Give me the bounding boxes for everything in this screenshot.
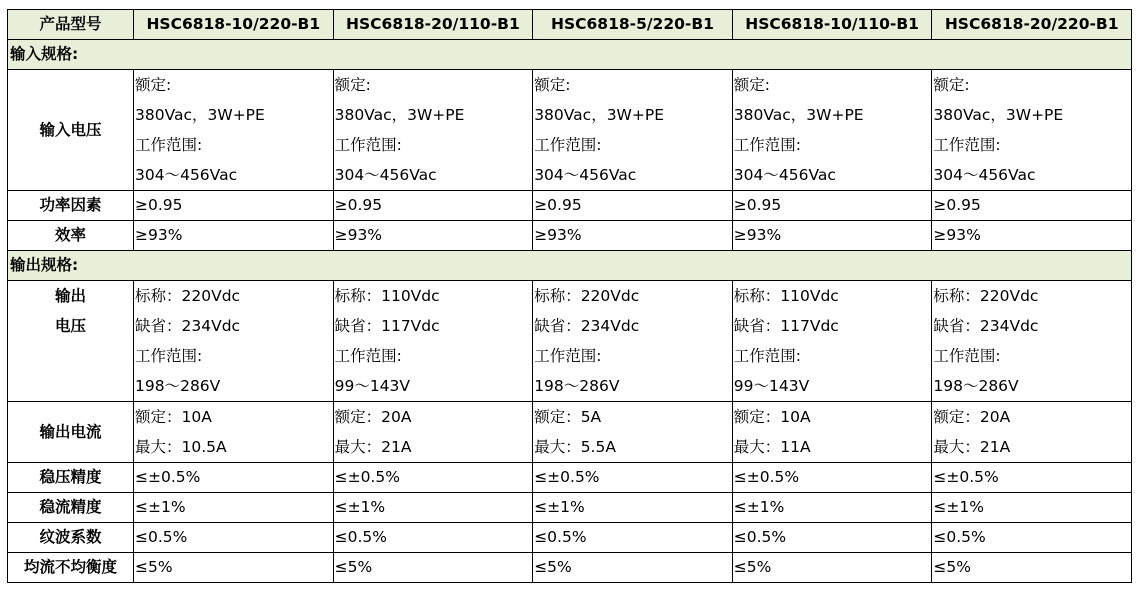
cell-line: 缺省：234Vdc bbox=[933, 317, 1039, 335]
cell-line: 最大：10.5A bbox=[135, 438, 227, 456]
header-label: 产品型号 bbox=[8, 10, 134, 40]
table-cell bbox=[533, 402, 733, 463]
cell-line: 额定: bbox=[933, 76, 970, 94]
cell-line: 工作范围: bbox=[933, 347, 1001, 365]
table-cell: ≤±0.5% bbox=[533, 463, 733, 493]
cell-line: 工作范围: bbox=[135, 347, 203, 365]
row-label-current-regulation: 稳流精度 bbox=[8, 493, 134, 523]
table-cell: ≤5% bbox=[134, 553, 334, 583]
cell-line: 198～286V bbox=[534, 377, 620, 395]
cell-line: 最大：21A bbox=[933, 438, 1011, 456]
model-header: HSC6818-5/220-B1 bbox=[533, 10, 733, 40]
table-cell: ≥0.95 bbox=[134, 191, 334, 221]
spec-table-container bbox=[7, 9, 1132, 583]
row-label-output-current: 输出电流 bbox=[8, 402, 134, 463]
table-row bbox=[8, 553, 1132, 583]
cell-line: 99～143V bbox=[334, 377, 411, 395]
table-cell: ≤±1% bbox=[134, 493, 334, 523]
header-row bbox=[8, 10, 1132, 40]
table-cell: ≤0.5% bbox=[533, 523, 733, 553]
table-cell: ≥93% bbox=[732, 221, 932, 251]
cell-line: 工作范围: bbox=[733, 347, 802, 365]
row-label-ripple: 纹波系数 bbox=[8, 523, 134, 553]
model-header: HSC6818-10/110-B1 bbox=[732, 10, 932, 40]
cell-line: 304～456Vac bbox=[733, 166, 836, 184]
cell-line: 额定：20A bbox=[933, 408, 1011, 426]
cell-line: 工作范围: bbox=[733, 136, 802, 154]
table-cell: ≥93% bbox=[333, 221, 533, 251]
table-cell bbox=[533, 70, 733, 191]
cell-line: 缺省：117Vdc bbox=[733, 317, 839, 335]
table-cell: ≥0.95 bbox=[932, 191, 1132, 221]
table-cell: ≥93% bbox=[134, 221, 334, 251]
row-label-line: 电压 bbox=[54, 317, 86, 335]
table-cell bbox=[333, 281, 533, 402]
cell-line: 99～143V bbox=[733, 377, 810, 395]
cell-line: 304～456Vac bbox=[534, 166, 637, 184]
cell-line: 198～286V bbox=[135, 377, 221, 395]
table-cell bbox=[932, 70, 1132, 191]
table-cell bbox=[134, 402, 334, 463]
table-cell: ≤5% bbox=[732, 553, 932, 583]
table-cell: ≤5% bbox=[333, 553, 533, 583]
cell-line: 缺省：234Vdc bbox=[534, 317, 640, 335]
table-cell: ≤5% bbox=[533, 553, 733, 583]
table-row bbox=[8, 221, 1132, 251]
section-row-input bbox=[8, 40, 1132, 70]
table-cell: ≤±0.5% bbox=[134, 463, 334, 493]
cell-line: 工作范围: bbox=[334, 136, 402, 154]
cell-line: 标称：220Vdc bbox=[534, 287, 640, 305]
cell-line: 额定: bbox=[135, 76, 172, 94]
table-cell: ≤0.5% bbox=[932, 523, 1132, 553]
cell-line: 标称：220Vdc bbox=[933, 287, 1039, 305]
table-cell: ≥0.95 bbox=[732, 191, 932, 221]
model-header: HSC6818-10/220-B1 bbox=[134, 10, 334, 40]
cell-line: 额定: bbox=[534, 76, 571, 94]
table-cell bbox=[732, 281, 932, 402]
table-cell bbox=[134, 70, 334, 191]
cell-line: 缺省：234Vdc bbox=[135, 317, 241, 335]
cell-line: 额定：5A bbox=[534, 408, 602, 426]
table-cell bbox=[732, 402, 932, 463]
table-cell: ≤±1% bbox=[533, 493, 733, 523]
table-cell bbox=[932, 402, 1132, 463]
row-label-power-factor: 功率因素 bbox=[8, 191, 134, 221]
row-label-voltage-regulation: 稳压精度 bbox=[8, 463, 134, 493]
table-cell bbox=[333, 402, 533, 463]
cell-line: 304～456Vac bbox=[933, 166, 1036, 184]
cell-line: 额定：10A bbox=[135, 408, 212, 426]
section-title-output: 输出规格: bbox=[8, 251, 1132, 281]
table-cell: ≤±0.5% bbox=[932, 463, 1132, 493]
table-row bbox=[8, 281, 1132, 402]
table-cell: ≤±1% bbox=[932, 493, 1132, 523]
cell-line: 标称：220Vdc bbox=[135, 287, 241, 305]
cell-line: 380Vac，3W+PE bbox=[135, 106, 265, 124]
cell-line: 工作范围: bbox=[933, 136, 1001, 154]
cell-line: 额定：10A bbox=[733, 408, 811, 426]
cell-line: 工作范围: bbox=[534, 347, 602, 365]
row-label-line: 输出 bbox=[54, 287, 86, 305]
cell-line: 最大：5.5A bbox=[534, 438, 616, 456]
table-cell: ≥0.95 bbox=[333, 191, 533, 221]
table-row bbox=[8, 493, 1132, 523]
table-row bbox=[8, 191, 1132, 221]
table-cell bbox=[533, 281, 733, 402]
cell-line: 缺省：117Vdc bbox=[334, 317, 440, 335]
cell-line: 最大：21A bbox=[334, 438, 412, 456]
cell-line: 额定: bbox=[334, 76, 371, 94]
cell-line: 工作范围: bbox=[534, 136, 602, 154]
cell-line: 工作范围: bbox=[334, 347, 402, 365]
spec-table bbox=[7, 9, 1132, 583]
table-cell: ≤0.5% bbox=[333, 523, 533, 553]
table-cell bbox=[932, 281, 1132, 402]
table-cell: ≤±0.5% bbox=[333, 463, 533, 493]
table-cell: ≥93% bbox=[533, 221, 733, 251]
table-row bbox=[8, 70, 1132, 191]
table-row bbox=[8, 523, 1132, 553]
table-cell bbox=[732, 70, 932, 191]
cell-line: 标称：110Vdc bbox=[733, 287, 839, 305]
table-cell: ≤5% bbox=[932, 553, 1132, 583]
cell-line: 304～456Vac bbox=[334, 166, 437, 184]
model-header: HSC6818-20/220-B1 bbox=[932, 10, 1132, 40]
cell-line: 198～286V bbox=[933, 377, 1019, 395]
cell-line: 380Vac，3W+PE bbox=[733, 106, 864, 124]
table-cell bbox=[333, 70, 533, 191]
cell-line: 380Vac，3W+PE bbox=[534, 106, 665, 124]
row-label-efficiency: 效率 bbox=[8, 221, 134, 251]
table-cell: ≤±0.5% bbox=[732, 463, 932, 493]
table-row bbox=[8, 402, 1132, 463]
row-label-input-voltage: 输入电压 bbox=[8, 70, 134, 191]
table-cell: ≤0.5% bbox=[732, 523, 932, 553]
cell-line: 380Vac，3W+PE bbox=[334, 106, 465, 124]
cell-line: 额定：20A bbox=[334, 408, 412, 426]
model-header: HSC6818-20/110-B1 bbox=[333, 10, 533, 40]
table-row bbox=[8, 463, 1132, 493]
cell-line: 工作范围: bbox=[135, 136, 203, 154]
table-cell bbox=[134, 281, 334, 402]
table-cell: ≥93% bbox=[932, 221, 1132, 251]
table-cell: ≥0.95 bbox=[533, 191, 733, 221]
section-title-input: 输入规格: bbox=[8, 40, 1132, 70]
row-label-current-sharing: 均流不均衡度 bbox=[8, 553, 134, 583]
cell-line: 标称：110Vdc bbox=[334, 287, 440, 305]
section-row-output bbox=[8, 251, 1132, 281]
cell-line: 最大：11A bbox=[733, 438, 811, 456]
cell-line: 380Vac，3W+PE bbox=[933, 106, 1064, 124]
row-label-output-voltage bbox=[8, 281, 134, 402]
cell-line: 额定: bbox=[733, 76, 771, 94]
table-cell: ≤±1% bbox=[732, 493, 932, 523]
table-cell: ≤0.5% bbox=[134, 523, 334, 553]
cell-line: 304～456Vac bbox=[135, 166, 238, 184]
table-cell: ≤±1% bbox=[333, 493, 533, 523]
